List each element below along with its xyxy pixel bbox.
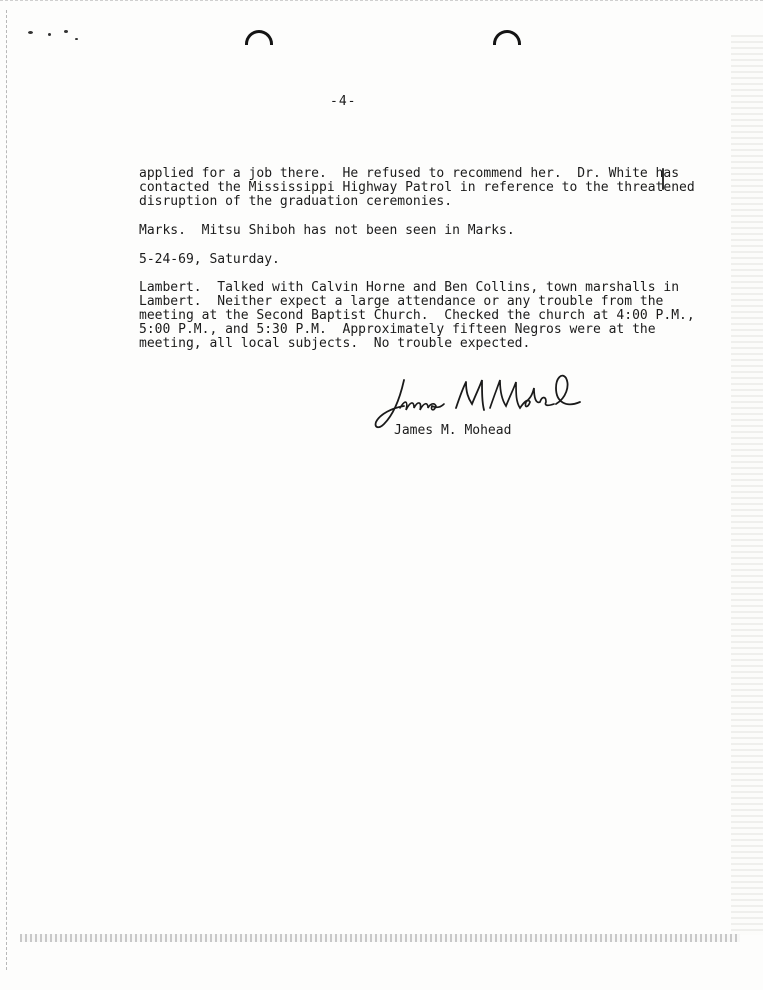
text-line: Lambert. Talked with Calvin Horne and Ben Collins, town marshalls in xyxy=(139,280,680,295)
text-line: disruption of the graduation ceremonies. xyxy=(139,194,453,209)
binder-hole-left-icon xyxy=(245,30,273,45)
scan-speck xyxy=(48,33,51,36)
text-line: meeting, all local subjects. No trouble expected. xyxy=(139,336,531,351)
left-margin-rule xyxy=(6,10,8,970)
page-top-edge xyxy=(0,0,763,3)
date-heading: 5-24-69, Saturday. xyxy=(139,252,280,267)
text-line: contacted the Mississippi Highway Patrol in reference to the threatened xyxy=(139,180,695,195)
page-number: -4- xyxy=(330,94,357,109)
text-line: Marks. Mitsu Shiboh has not been seen in Marks. xyxy=(139,223,515,238)
scan-speck xyxy=(75,38,78,40)
scan-speck xyxy=(64,30,68,33)
scan-speck xyxy=(28,31,33,34)
text-line: meeting at the Second Baptist Church. Checked the church at 4:00 P.M., xyxy=(139,308,695,323)
binder-hole-right-icon xyxy=(493,30,521,45)
text-line: Lambert. Neither expect a large attendance or any trouble from the xyxy=(139,294,664,309)
signer-name: James M. Mohead xyxy=(394,423,512,438)
scan-bottom-edge xyxy=(20,934,740,942)
text-line: applied for a job there. He refused to recommend her. Dr. White has xyxy=(139,166,680,181)
text-line: 5:00 P.M., and 5:30 P.M. Approximately fifteen Negros were at the xyxy=(139,322,656,337)
scan-right-edge xyxy=(731,35,763,935)
